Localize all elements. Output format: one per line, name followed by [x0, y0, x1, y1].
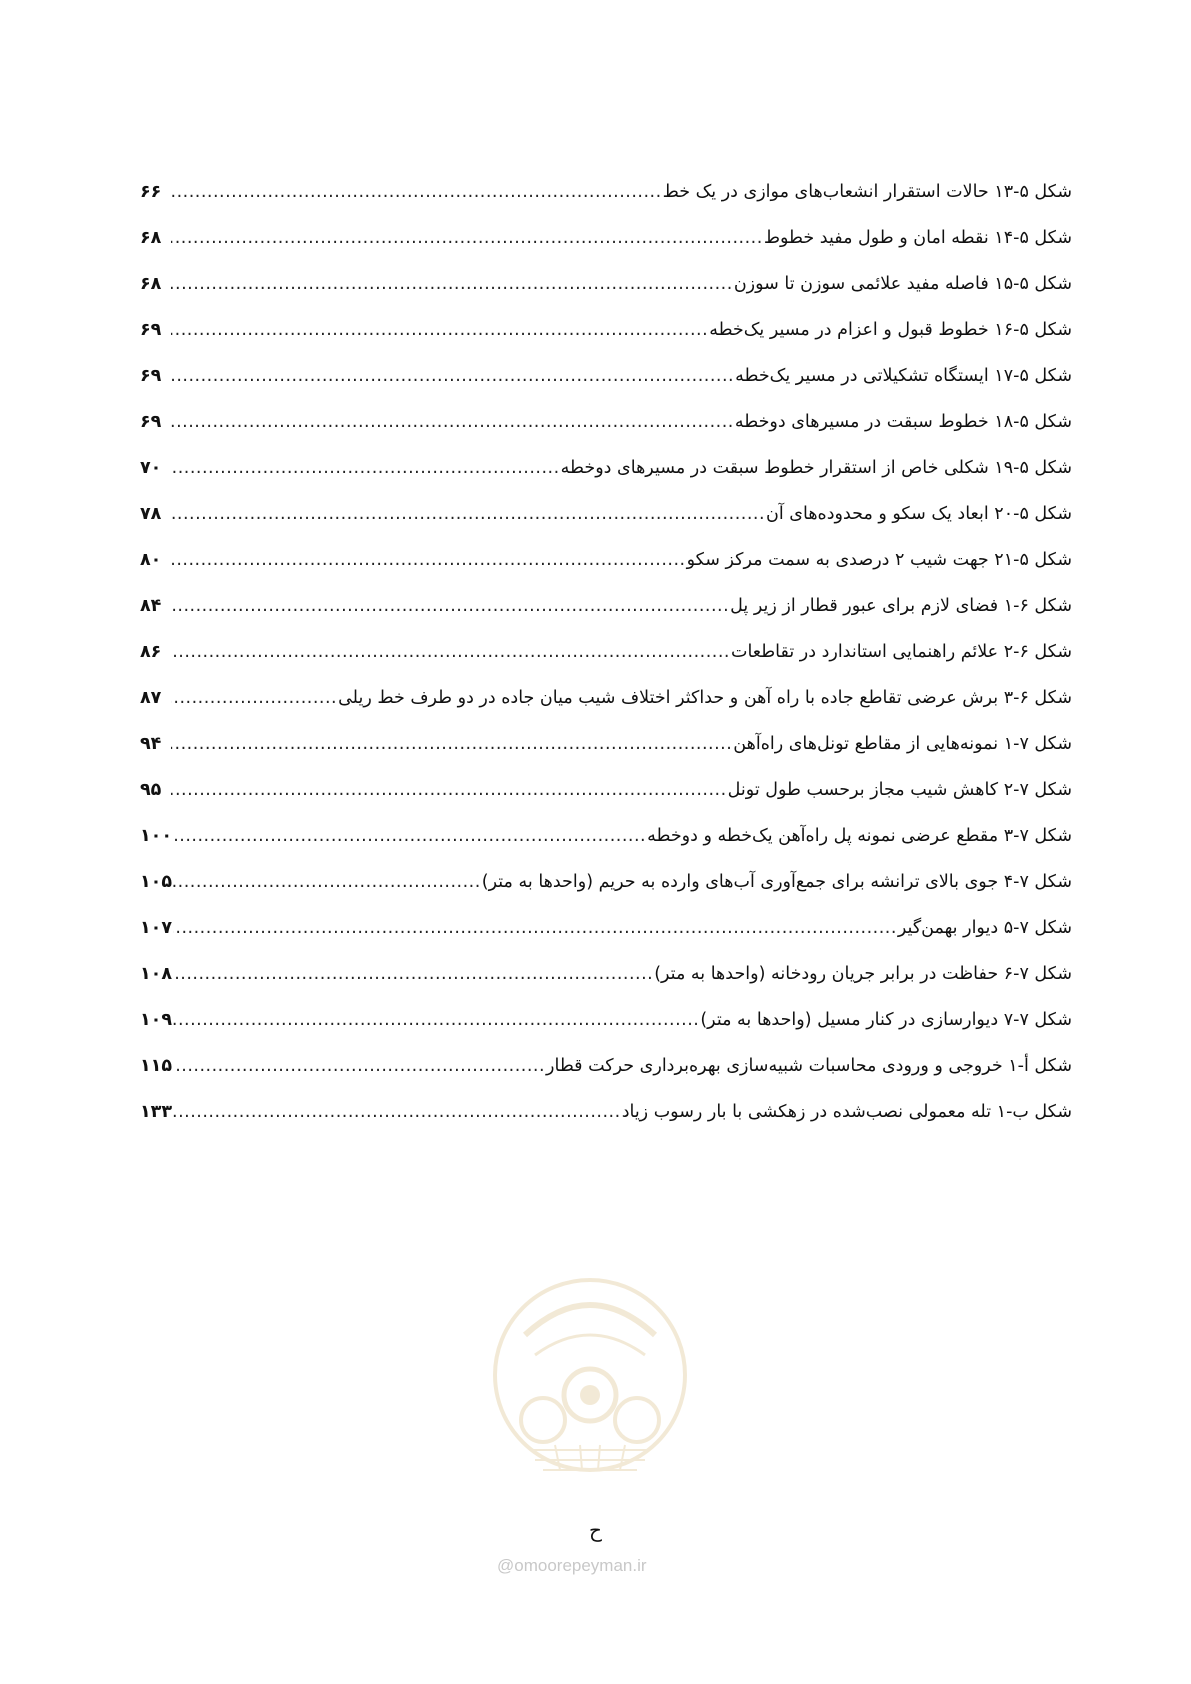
toc-entry[interactable]	[140, 320, 1072, 366]
toc-entry[interactable]	[140, 366, 1072, 412]
toc-entry[interactable]	[140, 1056, 1072, 1102]
toc-entry-page: ۷۰	[140, 458, 162, 478]
toc-entry-title: شکل أ-۱ خروجی و ورودی محاسبات شبیه‌سازی بهره‌برداری حرکت قطار	[546, 1056, 1072, 1076]
dot-leader	[171, 366, 734, 386]
dot-leader	[171, 320, 708, 340]
toc-entry-page: ۹۵	[140, 780, 162, 800]
dot-leader	[173, 826, 646, 846]
dot-leader	[171, 642, 730, 662]
toc-entry-page: ۶۹	[140, 366, 162, 386]
toc-entry[interactable]	[140, 1102, 1072, 1148]
toc-entry[interactable]	[140, 458, 1072, 504]
toc-entry-title: شکل ب-۱ تله معمولی نصب‌شده در زهکشی با بار رسوب زیاد	[621, 1102, 1072, 1122]
dot-leader	[173, 872, 481, 892]
toc-entry-page: ۸۶	[140, 642, 162, 662]
toc-entry[interactable]	[140, 274, 1072, 320]
toc-entry[interactable]	[140, 918, 1072, 964]
toc-entry-page: ۸۴	[140, 596, 162, 616]
toc-entry-page: ۱۰۹	[140, 1010, 173, 1030]
dot-leader	[171, 596, 729, 616]
toc-entry-title: شکل ۶-۳ برش عرضی تقاطع جاده با راه آهن و حداکثر اختلاف شیب میان جاده در دو طرف خط ریلی	[338, 688, 1072, 708]
toc-entry[interactable]	[140, 688, 1072, 734]
toc-entry-page: ۱۰۸	[140, 964, 173, 984]
toc-entry-title: شکل ۵-۱۵ فاصله مفید علائمی سوزن تا سوزن	[733, 274, 1072, 294]
dot-leader	[173, 964, 653, 984]
toc-entry[interactable]	[140, 412, 1072, 458]
toc-entry-page: ۱۰۵	[140, 872, 173, 892]
toc-entry[interactable]	[140, 550, 1072, 596]
figure-list	[140, 182, 1072, 1148]
toc-entry-title: شکل ۵-۱۶ خطوط قبول و اعزام در مسیر یک‌خطه	[709, 320, 1072, 340]
toc-entry-page: ۸۰	[140, 550, 162, 570]
toc-entry-title: شکل ۶-۱ فضای لازم برای عبور قطار از زیر پل	[730, 596, 1072, 616]
toc-entry-page: ۶۹	[140, 320, 162, 340]
toc-entry-title: شکل ۷-۱ نمونه‌هایی از مقاطع تونل‌های راه‌آهن	[733, 734, 1072, 754]
toc-entry[interactable]	[140, 504, 1072, 550]
dot-leader	[171, 412, 734, 432]
toc-entry-title: شکل ۷-۴ جوی بالای ترانشه برای جمع‌آوری آب‌های وارده به حریم (واحدها به متر)	[481, 872, 1072, 892]
dot-leader	[173, 1056, 545, 1076]
toc-entry[interactable]	[140, 642, 1072, 688]
dot-leader	[173, 1010, 699, 1030]
dot-leader	[171, 688, 337, 708]
page-number: ح	[589, 1518, 602, 1542]
toc-entry-page: ۶۸	[140, 274, 162, 294]
dot-leader	[171, 182, 662, 202]
toc-entry[interactable]	[140, 734, 1072, 780]
toc-entry[interactable]	[140, 182, 1072, 228]
toc-entry-title: شکل ۶-۲ علائم راهنمایی استاندارد در تقاطعات	[730, 642, 1072, 662]
website-watermark: @omoorepeyman.ir	[497, 1556, 647, 1575]
toc-entry-title: شکل ۵-۲۰ ابعاد یک سکو و محدوده‌های آن	[766, 504, 1072, 524]
toc-entry-page: ۱۳۳	[140, 1102, 173, 1122]
toc-entry-page: ۶۹	[140, 412, 162, 432]
toc-entry[interactable]	[140, 964, 1072, 1010]
publisher-logo-watermark	[485, 1255, 695, 1545]
toc-entry-title: شکل ۵-۲۱ جهت شیب ۲ درصدی به سمت مرکز سکو	[686, 550, 1072, 570]
toc-entry[interactable]	[140, 780, 1072, 826]
toc-entry-page: ۱۰۷	[140, 918, 173, 938]
toc-entry[interactable]	[140, 872, 1072, 918]
dot-leader	[171, 458, 560, 478]
toc-entry-title: شکل ۷-۶ حفاظت در برابر جریان رودخانه (واحدها به متر)	[654, 964, 1072, 984]
dot-leader	[173, 1102, 621, 1122]
toc-entry-title: شکل ۵-۱۹ شکلی خاص از استقرار خطوط سبقت در مسیرهای دوخطه	[560, 458, 1072, 478]
dot-leader	[171, 734, 732, 754]
toc-entry[interactable]	[140, 826, 1072, 872]
toc-entry-page: ۶۸	[140, 228, 162, 248]
toc-entry-title: شکل ۷-۲ کاهش شیب مجاز برحسب طول تونل	[727, 780, 1072, 800]
toc-entry-page: ۱۱۵	[140, 1056, 173, 1076]
toc-entry-title: شکل ۷-۷ دیوارسازی در کنار مسیل (واحدها به متر)	[700, 1010, 1072, 1030]
toc-entry-page: ۷۸	[140, 504, 162, 524]
toc-entry-title: شکل ۵-۱۴ نقطه امان و طول مفید خطوط	[763, 228, 1072, 248]
toc-entry[interactable]	[140, 1010, 1072, 1056]
toc-entry[interactable]	[140, 596, 1072, 642]
dot-leader	[171, 780, 727, 800]
toc-entry-title: شکل ۵-۱۸ خطوط سبقت در مسیرهای دوخطه	[734, 412, 1072, 432]
toc-entry-page: ۹۴	[140, 734, 162, 754]
toc-entry-title: شکل ۵-۱۷ ایستگاه تشکیلاتی در مسیر یک‌خطه	[735, 366, 1072, 386]
dot-leader	[173, 918, 897, 938]
toc-entry-page: ۱۰۰	[140, 826, 173, 846]
dot-leader	[171, 550, 686, 570]
toc-entry-page: ۶۶	[140, 182, 162, 202]
toc-entry-page: ۸۷	[140, 688, 162, 708]
toc-entry[interactable]	[140, 228, 1072, 274]
dot-leader	[171, 274, 733, 294]
toc-entry-title: شکل ۷-۵ دیوار بهمن‌گیر	[897, 918, 1072, 938]
dot-leader	[171, 228, 763, 248]
toc-entry-title: شکل ۵-۱۳ حالات استقرار انشعاب‌های موازی در یک خط	[662, 182, 1072, 202]
toc-entry-title: شکل ۷-۳ مقطع عرضی نمونه پل راه‌آهن یک‌خطه و دوخطه	[647, 826, 1072, 846]
dot-leader	[171, 504, 765, 524]
